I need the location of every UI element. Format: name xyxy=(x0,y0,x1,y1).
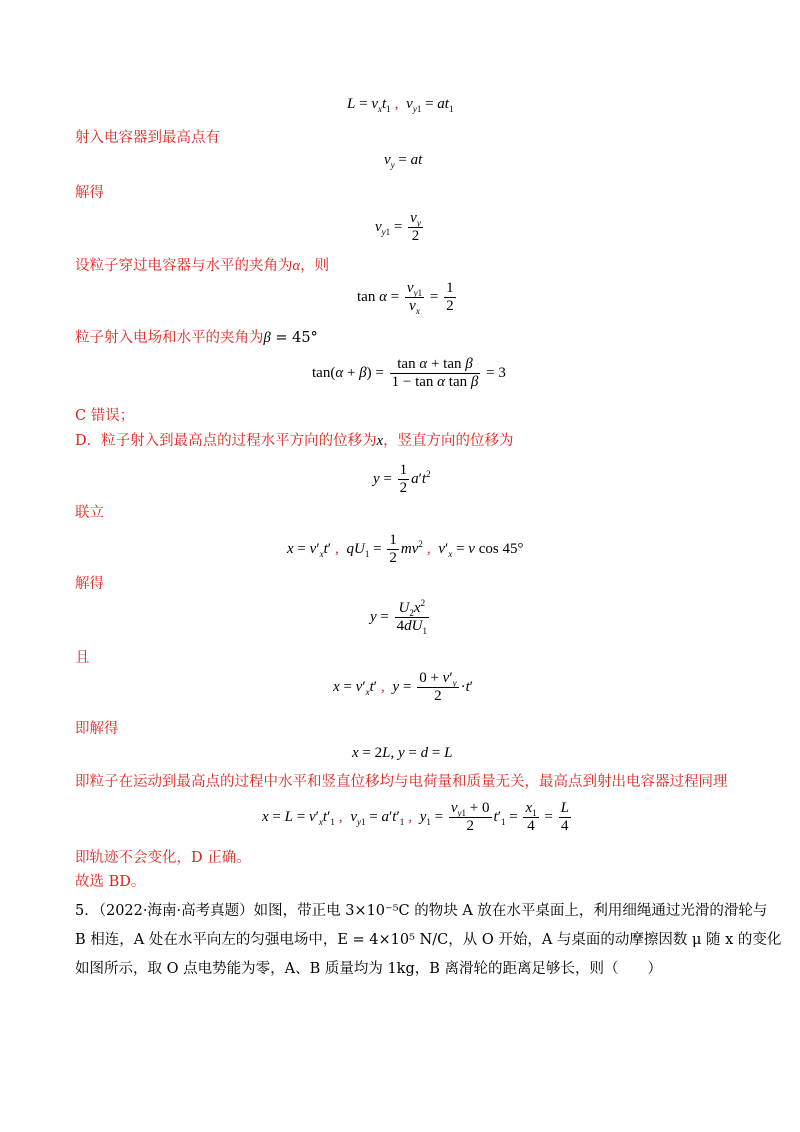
solution-text: 设粒子穿过电容器与水平的夹角为α，则 xyxy=(75,258,330,274)
solution-text: 联立 xyxy=(75,505,104,521)
solution-text: 即粒子在运动到最高点的过程中水平和竖直位移均与电荷量和质量无关，最高点到射出电容器过程同理 xyxy=(75,774,728,790)
equation-y-half-at2: y = $\frac{1}{2}$ $a't^2$ xyxy=(373,462,431,496)
equation-L-vx-t1: $L = v_xt_1$ , $v_{y1} = at_1$ xyxy=(347,96,454,114)
solution-text: 射入电容器到最高点有 xyxy=(75,130,220,146)
equation-same-process: $x = L = v'_xt'_1$ , $v_{y1} = a't'_1$ , $y_1$ = $\frac{v_{y1} + 0}{2}$ $t'_1$ = $\frac{x_1}{4}$ = $\frac{L}{4}$ xyxy=(262,800,569,834)
equation-tan-alpha: tan α = $\frac{v_{y1}}{v_x}$ = $\frac{1}{2}$ xyxy=(357,280,454,316)
solution-text: C 错误； xyxy=(75,408,135,424)
equation-x-y-t: $x = v'_xt'$ , y = $\frac{0 + v'_y}{2}$ ·t′ xyxy=(333,670,474,704)
question-line: 5．（2022·海南·高考真题）如图，带正电 3×10⁻⁵C 的物块 A 放在水平桌面上，利用细绳通过光滑的滑轮与 xyxy=(75,903,768,919)
equation-vy1-half: $v_{y1}$ = $\frac{v_y}{2}$ xyxy=(375,210,421,244)
question-line: 如图所示，取 O 点电势能为零，A、B 质量均为 1kg，B 离滑轮的距离足够长，则（ ） xyxy=(75,961,663,977)
solution-text: 解得 xyxy=(75,185,104,201)
equation-vy-at: $v_y$ = at xyxy=(384,152,423,170)
equation-tan-sum: tan(α + β) = $\frac{\text{tan α + tan β}}{\text{1 − tan α tan β}}$ = 3 xyxy=(312,356,506,390)
question-line: B 相连，A 处在水平向左的匀强电场中，E = 4×10⁵ N/C，从 O 开始，A 与桌面的动摩擦因数 μ 随 x 的变化 xyxy=(75,932,782,948)
solution-text: 即轨迹不会变化，D 正确。 xyxy=(75,850,251,866)
solution-text: 即解得 xyxy=(75,721,119,737)
solution-text: D．粒子射入到最高点的过程水平方向的位移为x，竖直方向的位移为 xyxy=(75,433,514,449)
solution-text: 解得 xyxy=(75,576,104,592)
solution-text: 故选 BD。 xyxy=(75,874,146,890)
solution-text: 且 xyxy=(75,650,90,666)
question-number: 5． xyxy=(75,903,99,919)
equation-y-U2x2: y = $\frac{U_2x^2}{4dU_1}$ xyxy=(370,598,427,636)
equation-x-2L: x = 2L, y = d = L xyxy=(352,745,453,761)
equation-combined: $x = v'_xt'$ , $qU_1$ = $\frac{1}{2}$ $mv^2$ , $v'_x = v$ cos 45° xyxy=(287,532,524,566)
solution-text: 粒子射入电场和水平的夹角为β = 45° xyxy=(75,330,318,346)
